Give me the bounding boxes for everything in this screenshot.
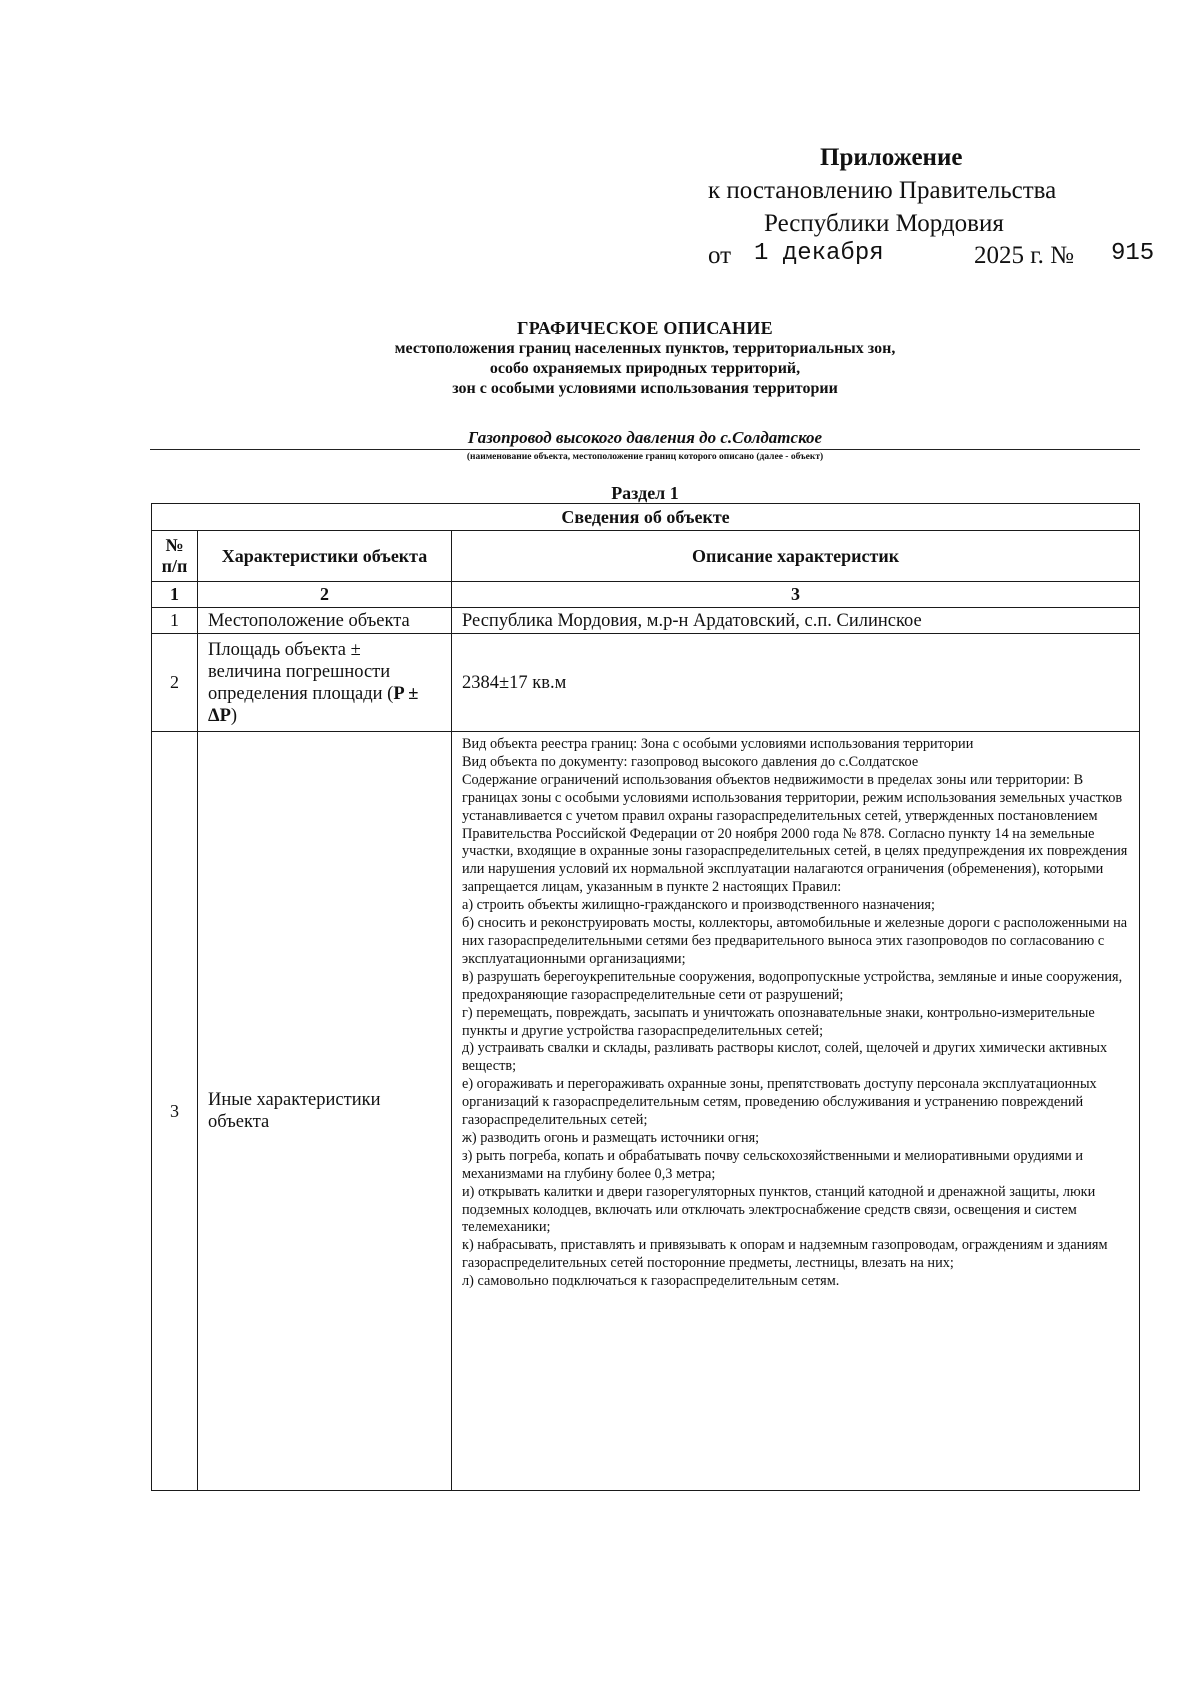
char-symbol: P ± (393, 683, 419, 704)
header-description: Описание характеристик (452, 531, 1140, 582)
row-num: 3 (152, 732, 198, 1491)
header-num (152, 531, 198, 582)
document-title (150, 318, 1140, 399)
description-paragraph: Вид объекта по документу: газопровод высокого давления до с.Солдатское (462, 753, 919, 770)
row-description-long (452, 732, 1140, 1491)
index-cell: 2 (198, 582, 452, 608)
description-paragraph: Вид объекта реестра границ: Зона с особыми условиями использования территории (462, 736, 974, 752)
appendix-line-resolution: к постановлению Правительства (708, 177, 1057, 204)
char-symbol: ΔP (208, 705, 231, 726)
description-paragraph: д) устраивать свалки и склады, разливать растворы кислот, солей, щелочей и других химически активных веществ; (462, 1040, 1108, 1075)
section-label: Раздел 1 (611, 483, 679, 503)
description-paragraph: з) рыть погреба, копать и обрабатывать почву сельскохозяйственными и мелиоративными орудиями и механизмами на глубину более 0,3 метра; (462, 1147, 1083, 1182)
header-num-label: № п/п (161, 535, 188, 576)
appendix-line-republic: Республики Мордовия (764, 210, 1004, 237)
date-day: 1 декабря (754, 240, 884, 267)
object-info-table (151, 503, 1140, 1491)
table-row (152, 608, 1140, 634)
char-line: Площадь объекта ± (208, 639, 361, 660)
date-prefix: от (708, 242, 732, 269)
description-paragraph: и) открывать калитки и двери газорегуляторных пунктов, станций катодной и дренажной защиты, люки подземных колодцев, включать или отключать электроснабжение средств связи, освещения и систем телемеханики; (462, 1183, 1096, 1236)
description-paragraph: л) самовольно подключаться к газораспределительным сетям. (462, 1273, 840, 1290)
title-main: ГРАФИЧЕСКОЕ ОПИСАНИЕ (517, 318, 773, 338)
description-paragraph: а) строить объекты жилищно-гражданского и производственного назначения; (462, 897, 935, 914)
appendix-date-line (708, 240, 1155, 274)
row-description: Республика Мордовия, м.р-н Ардатовский, с.п. Силинское (452, 608, 1140, 634)
description-paragraph: б) сносить и реконструировать мосты, коллекторы, автомобильные и железные дороги с расположенными на них газораспределительными сетями без предварительного выноса этих газопроводов по согласованию с эксплуатационными организациями; (462, 915, 1128, 967)
description-paragraph: г) перемещать, повреждать, засыпать и уничтожать опознавательные знаки, контрольно-измерительные пункты и другие устройства газораспределительных сетей; (462, 1004, 1095, 1039)
char-line: величина погрешности (208, 661, 391, 682)
char-line: определения площади ( (208, 683, 394, 704)
description-paragraph: Содержание ограничений использования объектов недвижимости в пределах зоны или территории: В границах зоны с особыми условиями использования территории, режим использования земельных участков устанавливается с учетом правил охраны газораспределительных сетей, утвержденных постановлением Правительства Российской Федерации от 20 ноября 2000 года № 878. Согласно пункту 14 на земельные участки, входящие в охранные зоны газораспределительных сетей, в целях предупреждения их повреждения или нарушения условий их нормальной эксплуатации налагаются ограничения (обременения), которыми запрещается лицам, указанным в пункте 2 настоящих Правил: (462, 771, 1128, 896)
title-sub-line: зон с особыми условиями использования территории (452, 380, 838, 397)
resolution-number: 915 (1111, 240, 1155, 267)
date-year: 2025 г. № (974, 242, 1075, 269)
description-paragraph: в) разрушать берегоукрепительные сооружения, водопропускные устройства, земляные и иные сооружения, предохраняющие газораспределительные сети от разрушений; (462, 968, 1123, 1003)
index-cell: 1 (152, 582, 198, 608)
description-paragraph: к) набрасывать, приставлять и привязывать к опорам и надземным газопроводам, ограждениям и зданиям газораспределительных сетей посторонние предметы, лестницы, влезать на них; (462, 1237, 1108, 1272)
row-num: 1 (152, 608, 198, 634)
table-row (152, 732, 1140, 1491)
description-paragraph: е) огораживать и перегораживать охранные зоны, препятствовать доступу персонала эксплуатационных организаций к газораспределительным сетям, проведению обслуживания и устранению повреждений газораспределительных сетей; (462, 1076, 1097, 1129)
row-characteristic (198, 634, 452, 732)
object-name-underline (150, 449, 1140, 450)
row-characteristic: Иные характеристики объекта (198, 732, 452, 1491)
table-caption: Сведения об объекте (152, 504, 1140, 531)
appendix-title: Приложение (820, 144, 963, 171)
char-close: ) (230, 705, 238, 726)
object-name-caption: (наименование объекта, местоположение границ которого описано (далее - объект) (466, 452, 824, 462)
row-num: 2 (152, 634, 198, 732)
header-characteristic: Характеристики объекта (198, 531, 452, 582)
table-row (152, 634, 1140, 732)
row-description: 2384±17 кв.м (452, 634, 1140, 732)
title-sub-line: особо охраняемых природных территорий, (489, 360, 801, 377)
title-sub-line: местоположения границ населенных пунктов, территориальных зон, (394, 340, 896, 357)
index-cell: 3 (452, 582, 1140, 608)
description-paragraph: ж) разводить огонь и размещать источники огня; (462, 1129, 760, 1146)
row-characteristic: Местоположение объекта (198, 608, 452, 634)
object-name: Газопровод высокого давления до с.Солдатское (467, 428, 823, 447)
